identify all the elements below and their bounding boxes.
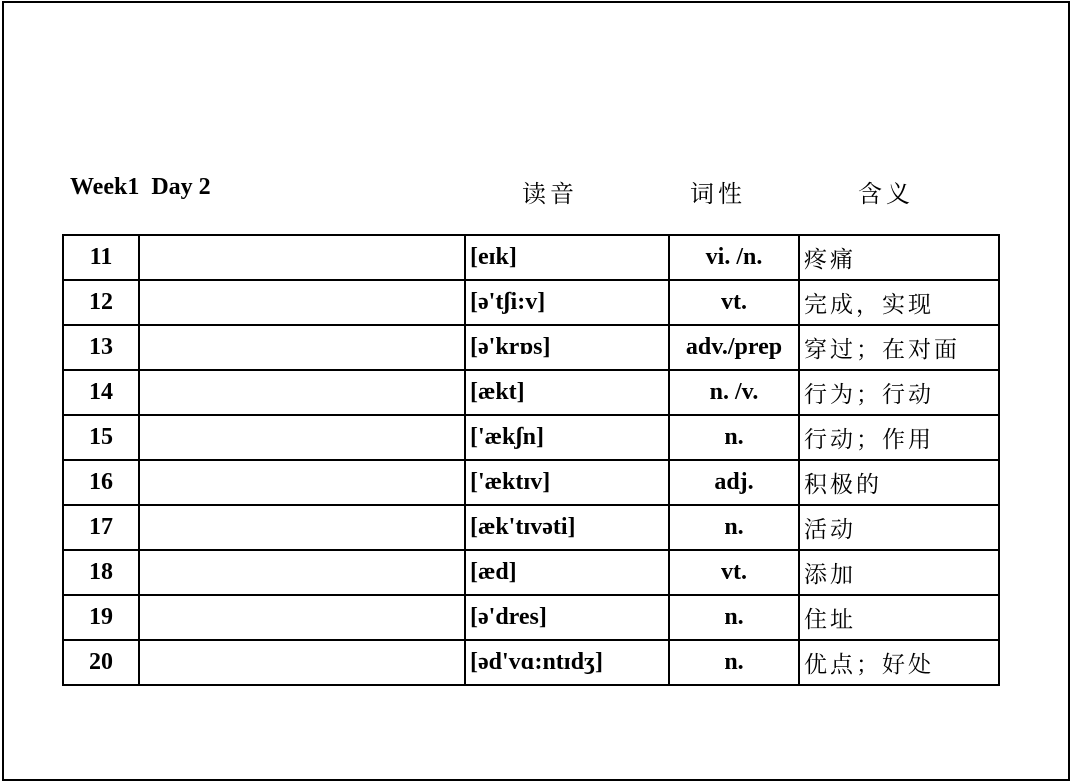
word-part-of-speech: vt. xyxy=(669,550,799,595)
word-number: 14 xyxy=(63,370,139,415)
table-row xyxy=(63,280,999,325)
word-number: 18 xyxy=(63,550,139,595)
word-phonetic: [æd] xyxy=(465,550,669,595)
table-row xyxy=(63,325,999,370)
word-meaning: 疼痛 xyxy=(799,235,999,280)
word-meaning: 活动 xyxy=(799,505,999,550)
table-row xyxy=(63,595,999,640)
word-part-of-speech: vi. /n. xyxy=(669,235,799,280)
word-phonetic: ['æktɪv] xyxy=(465,460,669,505)
word-meaning: 住址 xyxy=(799,595,999,640)
word-number: 17 xyxy=(63,505,139,550)
word-number: 19 xyxy=(63,595,139,640)
word-blank xyxy=(139,235,465,280)
word-number: 15 xyxy=(63,415,139,460)
word-phonetic: [ə'dres] xyxy=(465,595,669,640)
word-blank xyxy=(139,640,465,685)
word-part-of-speech: n. xyxy=(669,595,799,640)
word-part-of-speech: n. xyxy=(669,505,799,550)
word-meaning: 穿过；在对面 xyxy=(799,325,999,370)
word-blank xyxy=(139,505,465,550)
word-blank xyxy=(139,280,465,325)
header-phonetic: 读音 xyxy=(522,180,578,208)
word-meaning: 积极的 xyxy=(799,460,999,505)
table-row xyxy=(63,505,999,550)
table-row xyxy=(63,415,999,460)
word-blank xyxy=(139,325,465,370)
word-number: 13 xyxy=(63,325,139,370)
word-blank xyxy=(139,460,465,505)
word-blank xyxy=(139,415,465,460)
word-blank xyxy=(139,550,465,595)
word-blank xyxy=(139,595,465,640)
word-phonetic: [eɪk] xyxy=(465,235,669,280)
table-row xyxy=(63,550,999,595)
word-meaning: 完成，实现 xyxy=(799,280,999,325)
table-row xyxy=(63,460,999,505)
header-part-of-speech: 词性 xyxy=(690,180,746,208)
word-part-of-speech: n. /v. xyxy=(669,370,799,415)
word-part-of-speech: n. xyxy=(669,415,799,460)
word-phonetic: [æk'tɪvəti] xyxy=(465,505,669,550)
word-meaning: 优点；好处 xyxy=(799,640,999,685)
word-phonetic: [ə'krɒs] xyxy=(465,325,669,370)
word-part-of-speech: adj. xyxy=(669,460,799,505)
word-number: 11 xyxy=(63,235,139,280)
word-phonetic: [ə'tʃi:v] xyxy=(465,280,669,325)
word-number: 12 xyxy=(63,280,139,325)
word-phonetic: [ækt] xyxy=(465,370,669,415)
word-part-of-speech: adv./prep xyxy=(669,325,799,370)
word-number: 16 xyxy=(63,460,139,505)
word-phonetic: ['ækʃn] xyxy=(465,415,669,460)
word-part-of-speech: n. xyxy=(669,640,799,685)
page-title: Week1 Day 2 xyxy=(70,174,211,200)
word-part-of-speech: vt. xyxy=(669,280,799,325)
word-blank xyxy=(139,370,465,415)
table-row xyxy=(63,235,999,280)
word-number: 20 xyxy=(63,640,139,685)
vocabulary-table xyxy=(62,234,1000,686)
word-meaning: 添加 xyxy=(799,550,999,595)
header-meaning: 含义 xyxy=(858,180,914,208)
vocabulary-table-body xyxy=(63,235,999,685)
table-row xyxy=(63,370,999,415)
word-meaning: 行动；作用 xyxy=(799,415,999,460)
word-meaning: 行为；行动 xyxy=(799,370,999,415)
table-row xyxy=(63,640,999,685)
word-phonetic: [əd'vɑ:ntɪdʒ] xyxy=(465,640,669,685)
